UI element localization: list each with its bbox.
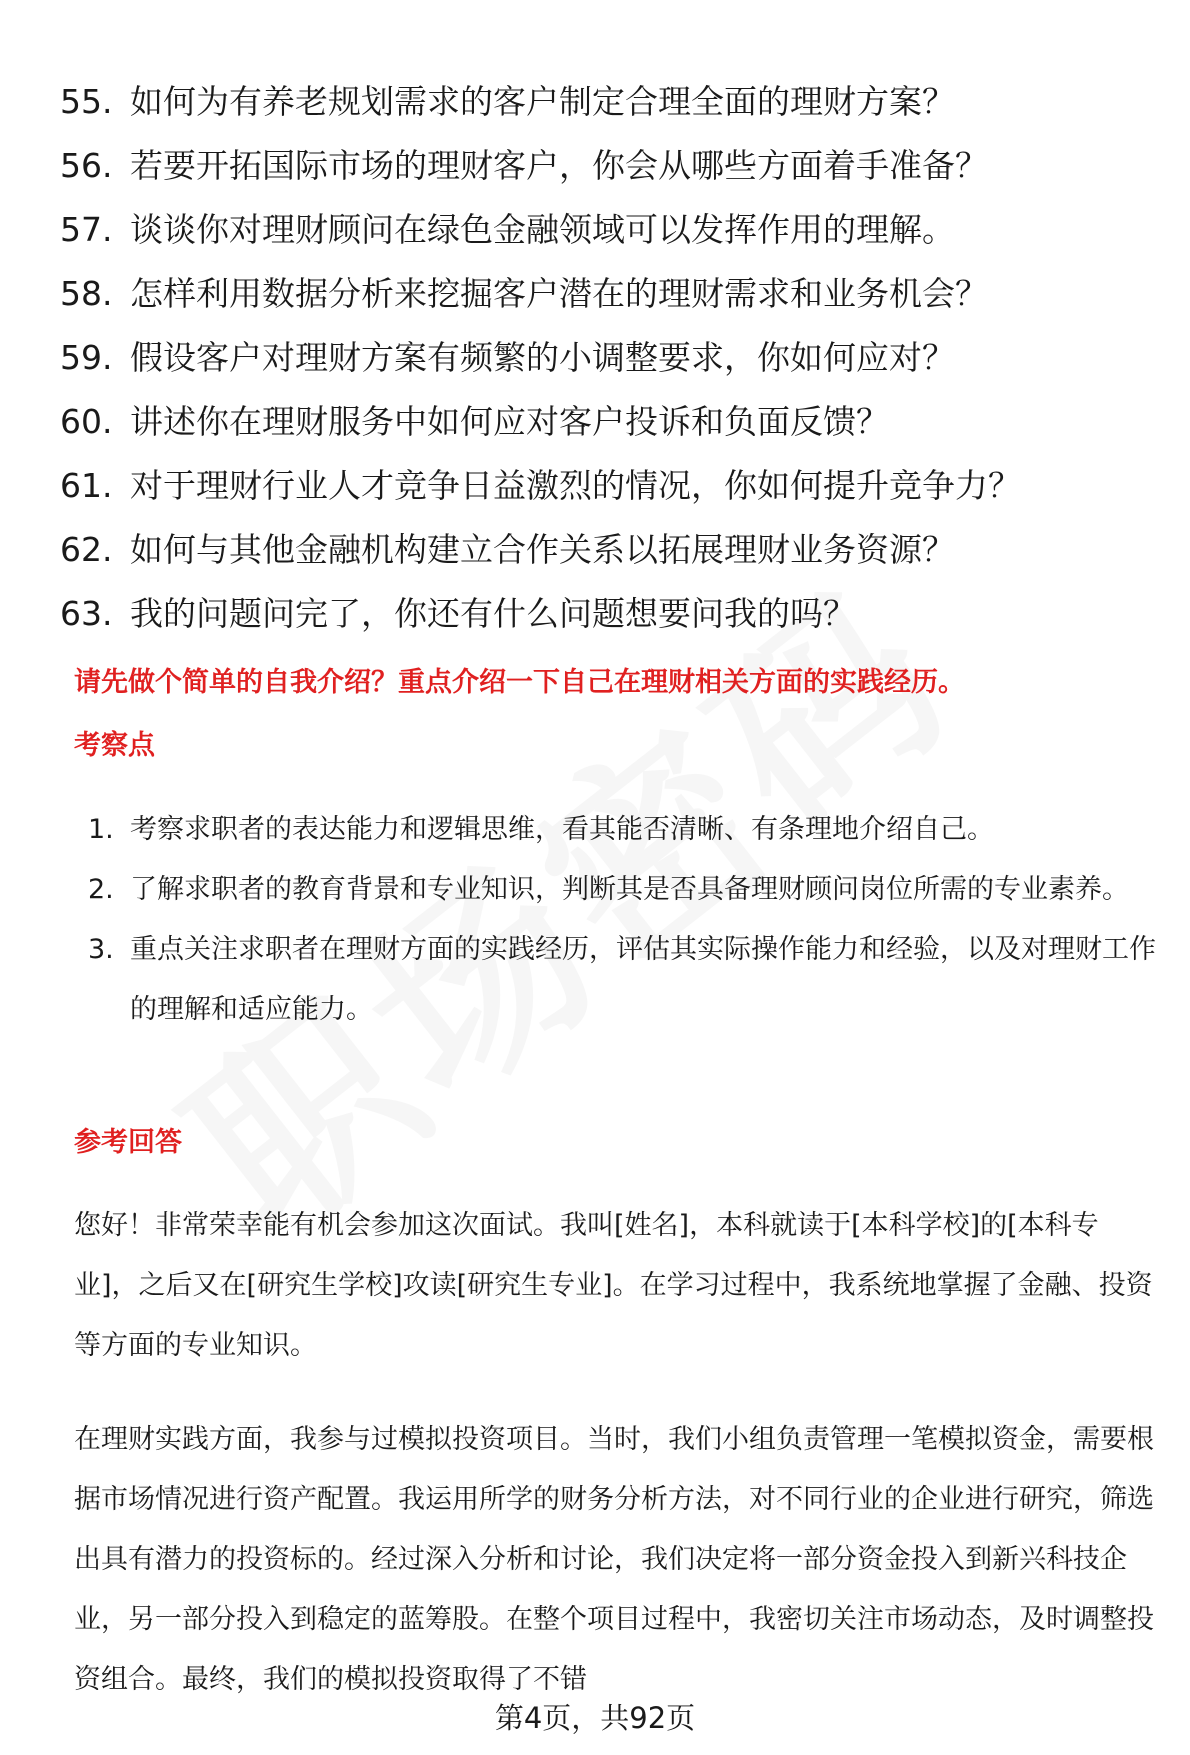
point-text: 重点关注求职者在理财方面的实践经历，评估其实际操作能力和经验，以及对理财工作的理解和适应能力。	[130, 934, 1156, 1025]
list-item	[60, 198, 1160, 262]
point-text: 考察求职者的表达能力和逻辑思维，看其能否清晰、有条理地介绍自己。	[130, 814, 994, 845]
question-text: 谈谈你对理财顾问在绿色金融领域可以发挥作用的理解。	[130, 210, 955, 249]
question-text: 如何与其他金融机构建立合作关系以拓展理财业务资源？	[130, 530, 955, 569]
question-text: 我的问题问完了，你还有什么问题想要问我的吗？	[130, 594, 856, 633]
assessment-heading: 考察点	[74, 730, 155, 761]
question-text: 怎样利用数据分析来挖掘客户潜在的理财需求和业务机会？	[130, 274, 988, 313]
point-number: 2.	[88, 874, 114, 905]
question-text: 对于理财行业人才竞争日益激烈的情况，你如何提升竞争力？	[130, 466, 1021, 505]
question-number: 62.	[60, 530, 113, 569]
list-item	[88, 920, 1158, 1040]
question-number: 60.	[60, 402, 113, 441]
answer-paragraph: 您好！非常荣幸能有机会参加这次面试。我叫[姓名]，本科就读于[本科学校]的[本科专业]，之后又在[研究生学校]攻读[研究生专业]。在学习过程中，我系统地掌握了金融、投资等方面的专业知识。	[74, 1210, 1153, 1361]
list-item	[60, 582, 1160, 646]
question-text: 讲述你在理财服务中如何应对客户投诉和负面反馈？	[130, 402, 889, 441]
list-item	[60, 70, 1160, 134]
question-number: 56.	[60, 146, 113, 185]
list-item	[60, 326, 1160, 390]
list-item	[60, 262, 1160, 326]
assessment-points	[88, 800, 1158, 1040]
page-footer: 第4页，共92页	[494, 1701, 696, 1735]
question-number: 63.	[60, 594, 113, 633]
point-number: 1.	[88, 814, 114, 845]
reference-heading: 参考回答	[74, 1127, 182, 1158]
list-item	[60, 518, 1160, 582]
question-number: 57.	[60, 210, 113, 249]
question-text: 如何为有养老规划需求的客户制定合理全面的理财方案？	[130, 82, 955, 121]
question-number: 58.	[60, 274, 113, 313]
question-number: 61.	[60, 466, 113, 505]
point-text: 了解求职者的教育背景和专业知识，判断其是否具备理财顾问岗位所需的专业素养。	[130, 874, 1129, 905]
point-number: 3.	[88, 934, 114, 965]
list-item	[88, 860, 1158, 920]
question-number: 59.	[60, 338, 113, 377]
highlight-question: 请先做个简单的自我介绍？重点介绍一下自己在理财相关方面的实践经历。	[74, 667, 965, 698]
question-list	[60, 70, 1160, 646]
list-item	[88, 800, 1158, 860]
list-item	[60, 390, 1160, 454]
list-item	[60, 454, 1160, 518]
list-item	[60, 134, 1160, 198]
question-text: 假设客户对理财方案有频繁的小调整要求，你如何应对？	[130, 338, 955, 377]
answer-paragraph: 在理财实践方面，我参与过模拟投资项目。当时，我们小组负责管理一笔模拟资金，需要根据市场情况进行资产配置。我运用所学的财务分析方法，对不同行业的企业进行研究，筛选出具有潜力的投资标的。经过深入分析和讨论，我们决定将一部分资金投入到新兴科技企业，另一部分投入到稳定的蓝筹股。在整个项目过程中，我密切关注市场动态，及时调整投资组合。最终，我们的模拟投资取得了不错	[74, 1424, 1154, 1695]
question-number: 55.	[60, 82, 113, 121]
question-text: 若要开拓国际市场的理财客户，你会从哪些方面着手准备？	[130, 146, 988, 185]
